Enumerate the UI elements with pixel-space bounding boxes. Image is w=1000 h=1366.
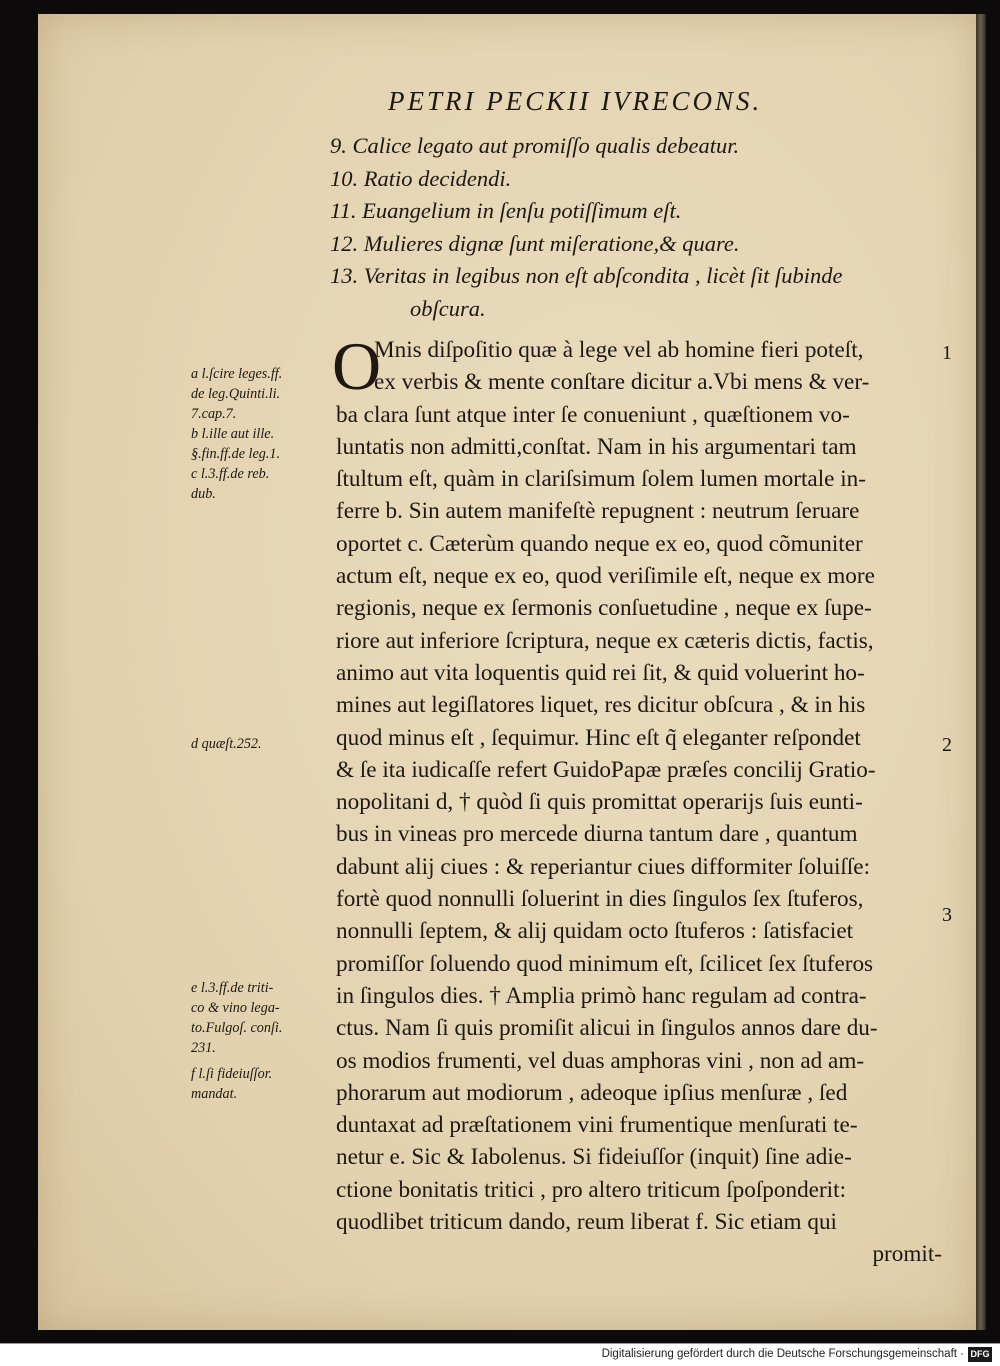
text-line: ctus. Nam ſi quis promiſit alicui in ſingulos annos dare du- bbox=[336, 1015, 878, 1042]
paragraph-number: 2 bbox=[942, 734, 952, 756]
body-text bbox=[332, 328, 942, 1271]
summary-list bbox=[330, 130, 970, 325]
text-line: actum eſt, neque ex eo, quod veriſimile eſt, neque ex more bbox=[336, 563, 875, 590]
note-line: de leg.Quinti.li. bbox=[191, 386, 281, 402]
note-line: c l.3.ff.de reb. bbox=[191, 466, 270, 482]
note-line: e l.3.ff.de triti- bbox=[191, 980, 274, 996]
dfg-logo: DFG bbox=[968, 1347, 992, 1362]
summary-item: 13. Veritas in legibus non eſt abſcondita , licèt ſit ſubinde bbox=[330, 263, 843, 288]
note-line: to.Fulgoſ. conſi. bbox=[191, 1020, 283, 1036]
text-line: dabunt alij ciues : & reperiantur ciues difformiter ſoluiſſe: bbox=[336, 853, 871, 880]
text-line: quod minus eſt , ſequimur. Hinc eſt q̃ eleganter reſpondet bbox=[336, 724, 861, 751]
summary-item-continued: obſcura. bbox=[410, 295, 486, 321]
text-line: animo aut vita loquentis quid rei ſit, & quid voluerint ho- bbox=[336, 659, 865, 686]
note-line: 7.cap.7. bbox=[191, 406, 237, 422]
text-line: netur e. Sic & Iabolenus. Si fideiuſſor (inquit) ſine adie- bbox=[336, 1144, 852, 1171]
catchword: promit- bbox=[872, 1241, 942, 1268]
text-line: ferre b. Sin autem manifeſtè repugnent : neutrum ſeruare bbox=[336, 498, 860, 525]
text-line: in ſingulos dies. † Amplia primò hanc regulam ad contra- bbox=[336, 982, 867, 1009]
text-line: phorarum aut modiorum , adeoque ipſius menſuræ , ſed bbox=[336, 1079, 848, 1106]
footer-bar bbox=[0, 1343, 1000, 1366]
text-line: nopolitani d, † quòd ſi quis promittat operarijs ſuis eunti- bbox=[336, 789, 863, 816]
text-line: & ſe ita iudicaſſe refert GuidoPapæ præſes concilij Gratio- bbox=[336, 756, 876, 783]
text-line: luntatis non admitti,conſtat. Nam in his argumentari tam bbox=[336, 433, 857, 460]
text-line: bus in vineas pro mercede diurna tantum dare , quantum bbox=[336, 821, 858, 848]
note-line: f l.ſi fideiuſſor. bbox=[191, 1066, 273, 1082]
summary-item: 9. Calice legato aut promiſſo qualis debeatur. bbox=[330, 133, 740, 158]
note-line: 231. bbox=[191, 1040, 216, 1056]
text-line: riore aut inferiore ſcriptura, neque ex cæteris dictis, factis, bbox=[336, 627, 874, 654]
text-line: fortè quod nonnulli ſoluerint in dies ſingulos ſex ſtuferos, bbox=[336, 886, 864, 913]
note-line: co & vino lega- bbox=[191, 1000, 280, 1016]
text-line: regionis, neque ex ſermonis conſuetudine , neque ex ſupe- bbox=[336, 595, 872, 622]
paragraph-number: 3 bbox=[942, 904, 952, 926]
text-line: ba clara ſunt atque inter ſe conueniunt , quæſtionem vo- bbox=[336, 401, 850, 428]
text-line: ex verbis & mente conſtare dicitur a.Vbi mens & ver- bbox=[374, 369, 870, 396]
footer-credit: Digitalisierung gefördert durch die Deutsche Forschungsgemeinschaft · bbox=[601, 1348, 964, 1360]
text-line: quodlibet triticum dando, reum liberat f. Sic etiam qui bbox=[336, 1209, 837, 1236]
marginal-note-f bbox=[191, 1064, 331, 1104]
marginal-note-a bbox=[191, 364, 331, 424]
text-line: ctione bonitatis tritici , pro altero triticum ſpoſponderit: bbox=[336, 1176, 847, 1203]
text-line: os modios frumenti, vel duas amphoras vini , non ad am- bbox=[336, 1047, 865, 1074]
drop-cap: O bbox=[332, 328, 382, 404]
marginal-note-e bbox=[191, 978, 331, 1058]
text-line: duntaxat ad præſtationem vini frumentique menſurati te- bbox=[336, 1112, 858, 1139]
paragraph-number: 1 bbox=[942, 342, 952, 364]
note-line: mandat. bbox=[191, 1086, 238, 1102]
marginal-note-c bbox=[191, 464, 331, 504]
marginal-note-b bbox=[191, 424, 331, 464]
text-line: mines aut legiſlatores liquet, res dicitur obſcura , & in his bbox=[336, 692, 866, 719]
summary-item: 11. Euangelium in ſenſu potiſſimum eſt. bbox=[330, 198, 682, 223]
note-line: d quæſt.252. bbox=[191, 736, 262, 752]
note-line: §.fin.ff.de leg.1. bbox=[191, 446, 281, 462]
page-edge bbox=[976, 14, 986, 1330]
marginal-note-d bbox=[191, 734, 331, 754]
text-line: oportet c. Cæterùm quando neque ex eo, quod cõmuniter bbox=[336, 530, 863, 557]
text-line: ſtultum eſt, quàm in clariſsimum ſolem lumen mortale in- bbox=[336, 466, 866, 493]
note-line: dub. bbox=[191, 486, 216, 502]
text-line: promiſſor ſoluendo quod minimum eſt, ſcilicet ſex ſtuferos bbox=[336, 950, 874, 977]
note-line: b l.ille aut ille. bbox=[191, 426, 275, 442]
text-line: nonnulli ſeptem, & alij quidam octo ſtuferos : ſatisfaciet bbox=[336, 918, 854, 945]
note-line: a l.ſcire leges.ff. bbox=[191, 366, 283, 382]
summary-item: 10. Ratio decidendi. bbox=[330, 165, 512, 191]
running-header: PETRI PECKII IVRECONS. bbox=[388, 86, 763, 116]
summary-item: 12. Mulieres dignæ ſunt miſeratione,& quare. bbox=[330, 230, 740, 256]
text-line: Mnis diſpoſitio quæ à lege vel ab homine fieri poteſt, bbox=[374, 337, 864, 363]
